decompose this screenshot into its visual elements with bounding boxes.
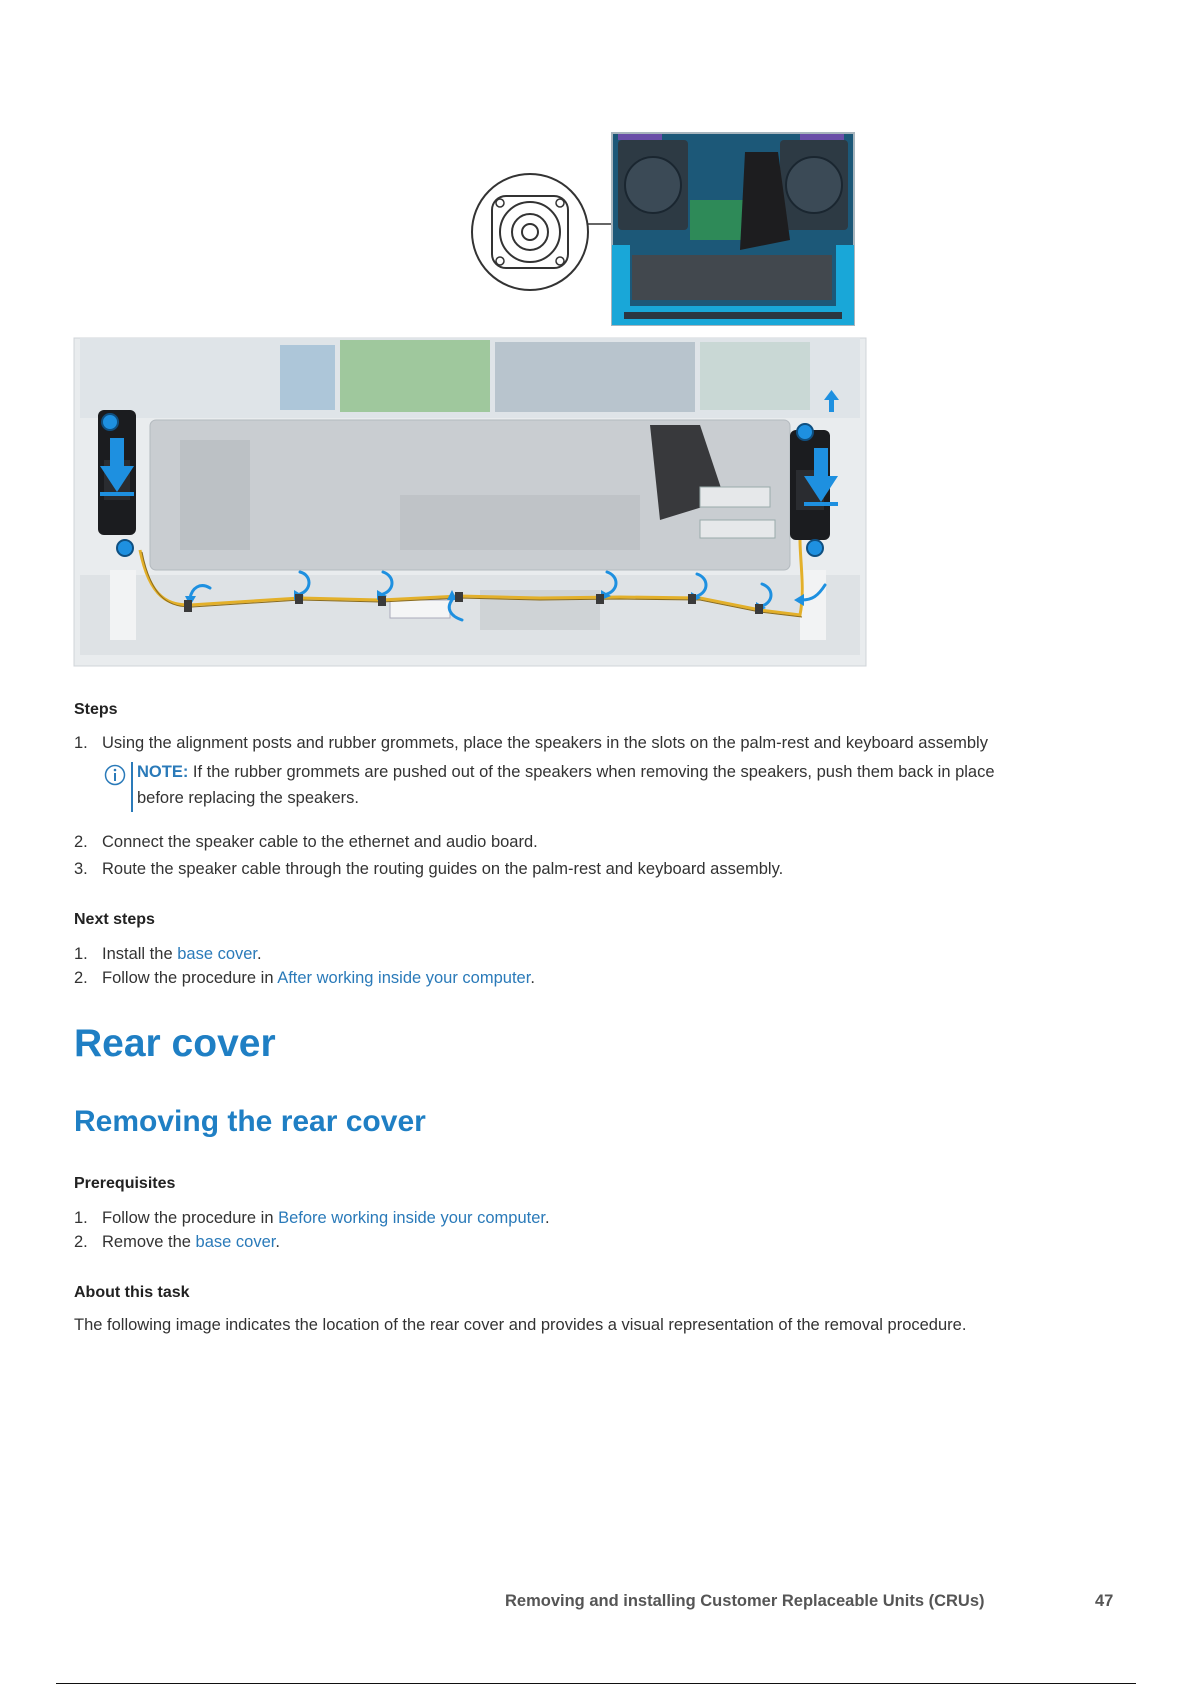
list-item (74, 732, 1114, 754)
list-item (74, 831, 1114, 853)
section-title: Rear cover (74, 1022, 276, 1065)
about-text: The following image indicates the location of the rear cover and provides a visual representation of the removal procedure. (74, 1316, 967, 1334)
note-label: NOTE: (137, 763, 189, 781)
list-item (74, 943, 1114, 965)
steps-heading: Steps (74, 701, 118, 718)
list-number: 1. (74, 734, 88, 752)
laptop-overview (612, 133, 854, 325)
palm-rest-base-view (74, 338, 866, 666)
about-heading: About this task (74, 1284, 190, 1301)
page-number: 47 (1095, 1592, 1114, 1610)
speaker-detail-callout (472, 174, 634, 290)
list-item (74, 858, 1114, 880)
footer-chapter-title: Removing and installing Customer Replaceable Units (CRUs) (505, 1592, 985, 1610)
info-icon (104, 764, 126, 786)
list-text: Follow the procedure in (102, 1209, 279, 1227)
speaker-installation-illustration (0, 0, 1191, 680)
list-text-suffix: . (257, 945, 262, 963)
list-text-suffix: . (545, 1209, 550, 1227)
list-text: Route the speaker cable through the routing guides on the palm-rest and keyboard assembly. (102, 860, 784, 878)
list-text: Install the (102, 945, 178, 963)
list-text: Remove the (102, 1233, 196, 1251)
note-bar (131, 762, 133, 812)
list-text-suffix: . (530, 969, 535, 987)
list-item (74, 1231, 1114, 1253)
note-line-2: before replacing the speakers. (137, 789, 359, 807)
after-working-link[interactable]: After working inside your computer (277, 969, 531, 987)
list-text: Using the alignment posts and rubber grommets, place the speakers in the slots on the palm-rest and keyboard assembly (102, 734, 988, 752)
list-text: Connect the speaker cable to the ethernet and audio board. (102, 833, 538, 851)
list-text-suffix: . (275, 1233, 280, 1251)
list-item (74, 1207, 1114, 1229)
list-number: 2. (74, 1233, 88, 1251)
list-item (74, 967, 1114, 989)
list-number: 1. (74, 945, 88, 963)
list-text: Follow the procedure in (102, 969, 278, 987)
note-text: If the rubber grommets are pushed out of the speakers when removing the speakers, push them back in place (188, 763, 995, 781)
list-number: 2. (74, 833, 88, 851)
note-line-1 (137, 761, 995, 783)
list-number: 2. (74, 969, 88, 987)
list-number: 1. (74, 1209, 88, 1227)
prerequisites-heading: Prerequisites (74, 1175, 176, 1192)
before-working-link[interactable]: Before working inside your computer (278, 1209, 545, 1227)
list-number: 3. (74, 860, 88, 878)
subsection-title: Removing the rear cover (74, 1105, 426, 1138)
next-steps-heading: Next steps (74, 911, 155, 928)
base-cover-link[interactable]: base cover (177, 945, 258, 963)
base-cover-link[interactable]: base cover (195, 1233, 276, 1251)
